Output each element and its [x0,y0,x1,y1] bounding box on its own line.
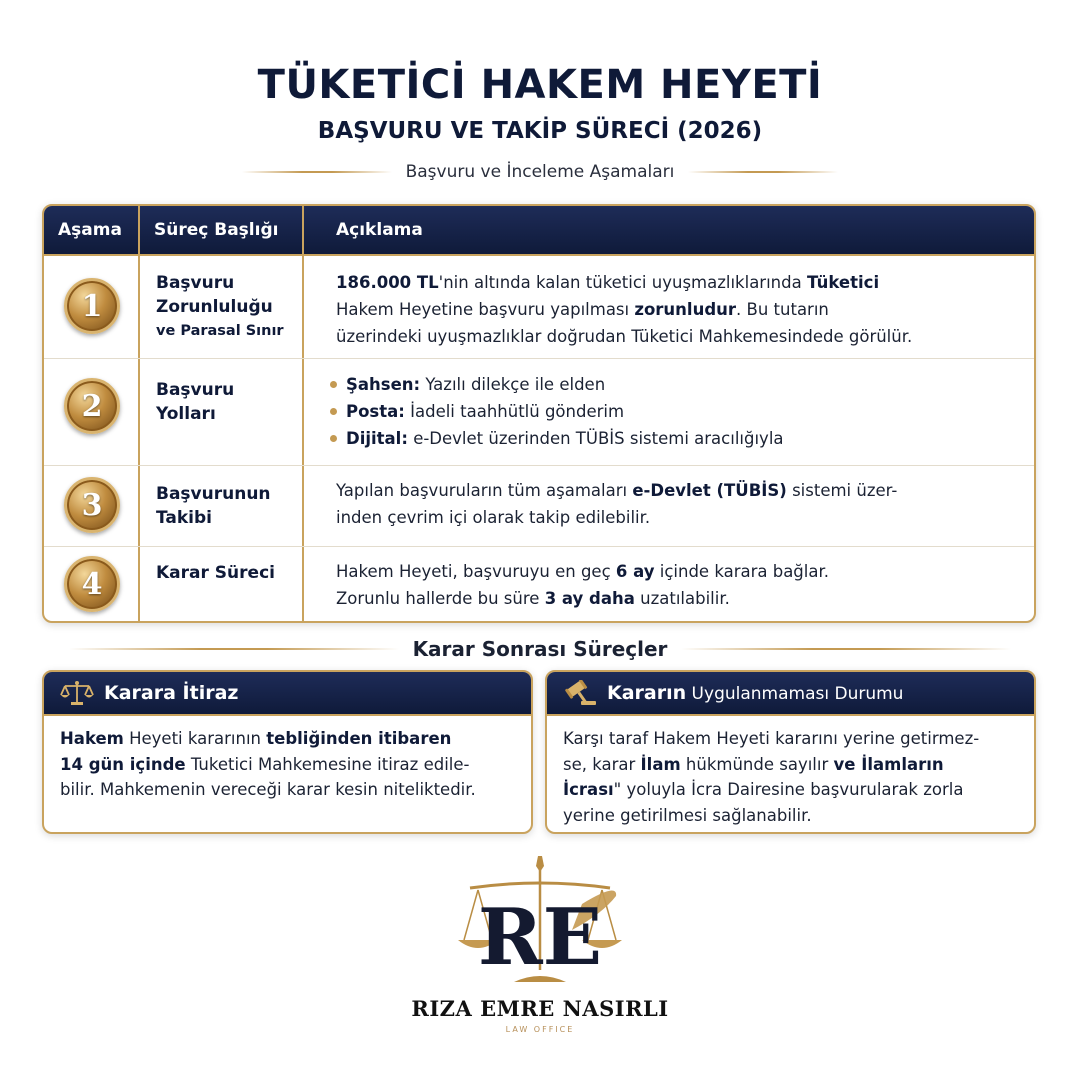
non-compliance-card [545,670,1036,834]
card-header [547,672,1034,716]
brand-name: RIZA EMRE NASIRLI [411,996,669,1021]
step-badge: 4 [64,556,120,612]
card-body: Hakem Heyeti kararının tebliğinden itibaren 14 gün içinde Tuketici Mahkemesine itiraz edile- bilir. Mahkemenin vereceği karar kesin niteliktedir. [60,729,476,799]
objection-card [42,670,533,834]
brand-subtitle: LAW OFFICE [505,1025,575,1034]
section-title-post-decision: Karar Sonrası Süreçler [412,637,668,661]
row-description: Yapılan başvuruların tüm aşamaları e-Devlet (TÜBİS) sistemi üzer- inden çevrim içi olarak takip edilebilir. [336,481,898,527]
process-table [42,204,1036,623]
page-subtitle: BAŞVURU VE TAKİP SÜRECİ (2026) [317,118,763,144]
table-header [44,206,1034,256]
application-methods-list [330,371,1010,452]
card-title: Kararın Uygulanmaması Durumu [607,682,904,704]
col-header-title: Süreç Başlığı [154,220,279,240]
card-header [44,672,531,716]
table-row [44,465,1034,546]
step-badge: 3 [64,477,120,533]
card-body: Karşı taraf Hakem Heyeti kararını yerine getirmez- se, karar İlam hükmünde sayılır ve İlamların İcrası" yoluyla İcra Dairesine başvurularak zorla yerine getirilmesi sağlanabilir. [563,729,980,825]
row-title: Başvuru Zorunluluğu ve Parasal Sınır [156,273,284,339]
card-title: Karara İtiraz [104,682,239,704]
law-office-logo [450,852,630,992]
list-item: Posta: İadeli taahhütlü gönderim [330,398,1010,425]
list-item: Şahsen: Yazılı dilekçe ile elden [330,371,1010,398]
section-divider-application [0,162,1080,182]
step-badge: 1 [64,278,120,334]
row-description: 186.000 TL'nin altında kalan tüketici uyuşmazlıklarında Tüketici Hakem Heyetine başvuru yapılması zorunludur. Bu tutarın üzerindeki uyuşmazlıklar doğrudan Tüketici Mahkemesindede görülür. [336,273,913,346]
row-description: Hakem Heyeti, başvuruyu en geç 6 ay içinde karara bağlar. Zorunlu hallerde bu süre 3 ay daha uzatılabilir. [336,562,829,608]
row-title: Başvurunun Takibi [156,484,271,528]
row-title: Karar Süreci [156,563,275,583]
row-title: Başvuru Yolları [156,380,235,424]
list-item: Dijital: e-Devlet üzerinden TÜBİS sistemi aracılığıyla [330,425,1010,452]
table-row [44,256,1034,358]
scales-icon [60,680,94,706]
page-title: TÜKETİCİ HAKEM HEYETİ [257,62,823,108]
step-badge: 2 [64,378,120,434]
section-divider-post-decision [0,637,1080,661]
table-row [44,358,1034,465]
col-header-description: Açıklama [336,220,423,240]
logo-monogram: RE [477,892,603,983]
table-row [44,546,1034,621]
gavel-icon [563,680,597,706]
col-header-stage: Aşama [58,220,122,240]
section-title-application: Başvuru ve İnceleme Aşamaları [405,162,675,182]
